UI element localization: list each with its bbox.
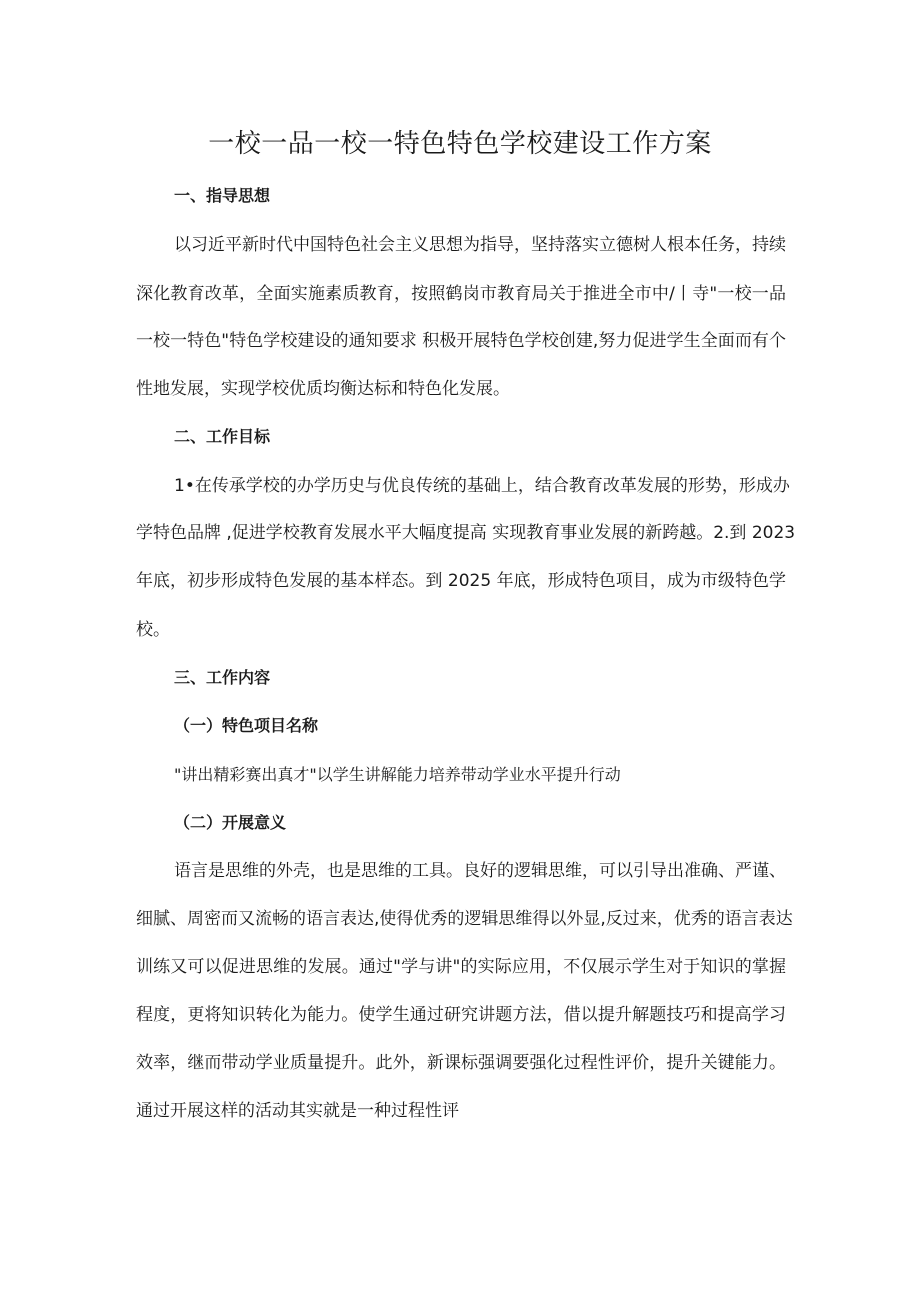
paragraph-line: 一校一特色"特色学校建设的通知要求 积极开展特色学校创建,努力促进学生全面而有个 [136, 331, 786, 351]
document-title: 一校一品一校一特色特色学校建设工作方案 [208, 129, 712, 159]
paragraph-line: 语言是思维的外壳，也是思维的工具。良好的逻辑思维，可以引导出准确、严谨、 [174, 861, 786, 881]
paragraph-line: 性地发展，实现学校优质均衡达标和特色化发展。 [136, 379, 510, 399]
section-heading-work-goals: 二、工作目标 [174, 427, 271, 446]
paragraph-line: 以习近平新时代中国特色社会主义思想为指导，坚持落实立德树人根本任务，持续 [174, 235, 786, 255]
paragraph-line: 细腻、周密而又流畅的语言表达,使得优秀的逻辑思维得以外显,反过来，优秀的语言表达 [136, 909, 793, 929]
paragraph-line: 深化教育改革，全面实施素质教育，按照鹤岗市教育局关于推进全市中/丨寺"一校一品 [136, 284, 786, 304]
paragraph-line: 程度，更将知识转化为能力。使学生通过研究讲题方法，借以提升解题技巧和提高学习 [136, 1005, 786, 1025]
paragraph-line: 学特色品牌 ,促进学校教育发展水平大幅度提高 实现教育事业发展的新跨越。2.到 2023 [136, 523, 796, 543]
paragraph-line: 年底，初步形成特色发展的基本样态。到 2025 年底，形成特色项目，成为市级特色学 [136, 571, 786, 591]
paragraph-line: 1•在传承学校的办学历史与优良传统的基础上，结合教育改革发展的形势，形成办 [174, 476, 790, 496]
section-heading-guiding-ideology: 一、指导思想 [174, 186, 271, 205]
paragraph-line: 效率，继而带动学业质量提升。此外，新课标强调要强化过程性评价，提升关键能力。 [136, 1053, 786, 1073]
paragraph-line: 校。 [136, 620, 170, 640]
paragraph-line: 通过开展这样的活动其实就是一种过程性评 [136, 1101, 459, 1121]
subsection-heading-significance: （二）开展意义 [174, 813, 287, 832]
subsection-heading-project-name: （一）特色项目名称 [174, 716, 319, 735]
paragraph-line: 训练又可以促进思维的发展。通过"学与讲"的实际应用，不仅展示学生对于知识的掌握 [136, 957, 786, 977]
section-heading-work-content: 三、工作内容 [174, 668, 271, 687]
project-name-text: "讲出精彩赛出真才"以学生讲解能力培养带动学业水平提升行动 [174, 765, 621, 784]
